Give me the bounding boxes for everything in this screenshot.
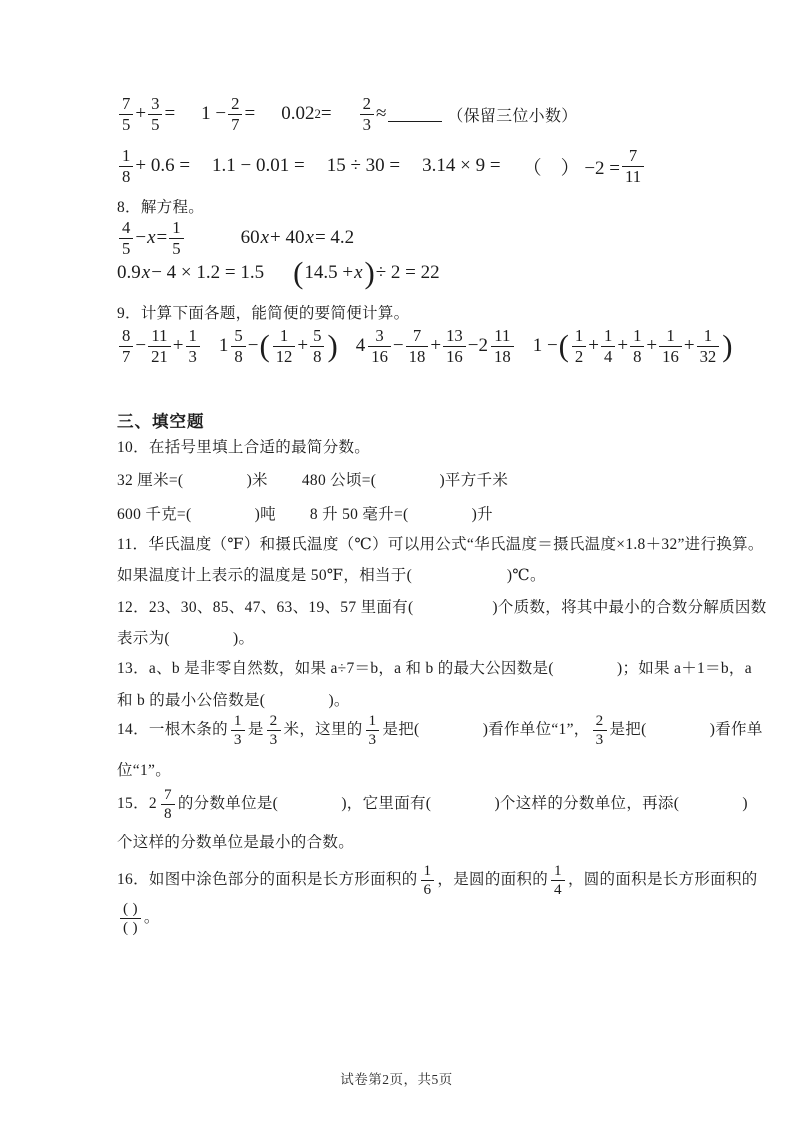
math-expression bbox=[117, 326, 202, 366]
math-text: − bbox=[135, 335, 147, 357]
calc-row-1 bbox=[117, 94, 577, 134]
equations-row-1 bbox=[117, 218, 354, 258]
fraction-numerator: ( ) bbox=[120, 900, 141, 919]
cjk-text: ，圆的面积是长方形面积的 bbox=[567, 871, 758, 889]
math-text: = bbox=[164, 103, 176, 125]
fraction-numerator: 2 bbox=[593, 712, 607, 731]
math-text: + bbox=[683, 335, 695, 357]
fraction-denominator: 3 bbox=[269, 730, 278, 748]
cjk-text: 是 bbox=[247, 721, 264, 739]
fraction-denominator: 11 bbox=[625, 166, 642, 186]
fraction bbox=[360, 94, 374, 134]
math-text: + bbox=[617, 335, 629, 357]
math-expression: 1 − ( $\frac{1}{2}$ + $\frac{1}{4}$ + $\frac{1}{8}$ + $\frac{1}{16}$ + $\frac{1}{32}$ ) bbox=[532, 326, 733, 366]
math-text: ≈ bbox=[375, 103, 387, 125]
fraction bbox=[148, 94, 162, 134]
math-expression bbox=[117, 94, 175, 134]
fraction-denominator: 18 bbox=[493, 346, 511, 366]
fraction-denominator: 5 bbox=[122, 238, 131, 258]
math-text: − 4 × 1.2 = 1.5 bbox=[151, 262, 265, 283]
cjk-text: 米，这里的 bbox=[283, 721, 363, 739]
fraction bbox=[366, 712, 380, 749]
fraction bbox=[148, 326, 171, 366]
fraction-denominator: 32 bbox=[699, 346, 717, 366]
problem-9-expressions bbox=[117, 326, 734, 366]
cjk-text: 14．一根木条的 bbox=[117, 721, 228, 739]
math-text: + 0.6 = bbox=[135, 155, 191, 177]
fill-blank-item: 32 厘米=( )米 bbox=[117, 472, 268, 489]
math-text: = bbox=[244, 103, 256, 125]
fraction-denominator: 6 bbox=[423, 880, 432, 898]
math-text: − bbox=[135, 227, 147, 249]
mixed-number bbox=[478, 326, 515, 366]
fraction-numerator: 1 bbox=[231, 712, 245, 731]
fraction bbox=[267, 712, 281, 749]
fraction-numerator: 2 bbox=[228, 94, 242, 115]
fraction bbox=[421, 862, 435, 899]
fraction-numerator: 2 bbox=[360, 94, 374, 115]
problem-14-line-1 bbox=[117, 712, 763, 749]
math-text: 60 bbox=[240, 227, 260, 249]
fraction-denominator: 7 bbox=[231, 114, 240, 134]
fraction bbox=[231, 326, 245, 366]
fraction bbox=[491, 326, 514, 366]
math-text: + bbox=[588, 335, 599, 357]
fraction-numerator: 7 bbox=[406, 326, 429, 347]
problem-16-line-2 bbox=[117, 900, 160, 937]
section-3-heading: 三、填空题 bbox=[117, 413, 205, 431]
cjk-text: 是把( )看作单 bbox=[609, 721, 763, 739]
fraction bbox=[551, 862, 565, 899]
fill-blank-item: 480 公顷=( )平方千米 bbox=[301, 472, 509, 489]
fraction-numerator: 8 bbox=[119, 326, 133, 347]
fraction-numerator: 1 bbox=[421, 862, 435, 881]
fraction-numerator: 5 bbox=[231, 326, 245, 347]
fill-blank-item: 600 千克=( )吨 bbox=[117, 506, 276, 523]
fraction bbox=[119, 94, 133, 134]
math-text: 0.9 bbox=[117, 262, 141, 283]
fraction-numerator: 4 bbox=[119, 218, 133, 239]
fraction bbox=[273, 326, 296, 366]
cjk-text: （保留三位小数） bbox=[447, 107, 578, 125]
problem-12-line-2: 表示为( )。 bbox=[117, 630, 255, 647]
whole-number: 4 bbox=[355, 335, 366, 357]
math-expression bbox=[117, 218, 186, 258]
math-text: （ ） −2 = bbox=[522, 157, 621, 179]
fraction bbox=[169, 218, 183, 258]
fraction-denominator: 5 bbox=[151, 114, 160, 134]
math-text: = 4.2 bbox=[314, 227, 355, 249]
fraction-denominator: 16 bbox=[371, 346, 388, 366]
math-variable: x bbox=[354, 262, 363, 283]
fraction bbox=[120, 900, 141, 937]
fraction-numerator: 1 bbox=[119, 146, 133, 167]
exam-content bbox=[117, 0, 767, 1122]
cjk-text: 15． bbox=[117, 795, 149, 813]
math-expression bbox=[523, 146, 647, 186]
fraction-numerator: 1 bbox=[697, 326, 720, 347]
whole-number: 2 bbox=[478, 335, 488, 357]
fraction-numerator: 7 bbox=[119, 94, 133, 115]
fraction-denominator: 3 bbox=[188, 346, 197, 366]
math-text: + bbox=[646, 335, 658, 357]
fill-blank-item: 8 升 50 毫升=( )升 bbox=[309, 506, 493, 523]
fraction-numerator: 1 bbox=[186, 326, 200, 347]
fraction-numerator: 1 bbox=[630, 326, 644, 347]
fraction-numerator: 1 bbox=[273, 326, 296, 347]
fraction-numerator: 2 bbox=[267, 712, 281, 731]
mixed-number bbox=[149, 786, 178, 823]
fraction-numerator: 1 bbox=[551, 862, 565, 881]
fraction-denominator: 5 bbox=[172, 238, 181, 258]
problem-13-line-1: 13．a、b 是非零自然数，如果 a÷7＝b，a 和 b 的最大公因数是( )；如果 a＋1＝b，a bbox=[117, 660, 752, 677]
math-text: 1 − bbox=[532, 335, 558, 357]
fraction-denominator: 3 bbox=[362, 114, 371, 134]
math-variable: x bbox=[260, 227, 270, 249]
fraction bbox=[630, 326, 644, 366]
mixed-number bbox=[356, 326, 393, 366]
math-text: 1 − bbox=[201, 103, 227, 125]
math-text: 15 ÷ 30 = bbox=[326, 155, 401, 177]
problem-9-label: 9．计算下面各题，能简便的要简便计算。 bbox=[117, 305, 410, 322]
fraction-denominator: 8 bbox=[122, 166, 131, 186]
fraction bbox=[601, 326, 615, 366]
fraction-denominator: 16 bbox=[446, 346, 463, 366]
fraction-numerator: 7 bbox=[622, 146, 644, 167]
math-text: − bbox=[247, 335, 259, 357]
fraction-denominator: 18 bbox=[408, 346, 426, 366]
equations-row-2 bbox=[117, 256, 440, 290]
problem-11-line-1: 11．华氏温度（℉）和摄氏温度（℃）可以用公式“华氏温度＝摄氏温度×1.8＋32”进行换算。 bbox=[117, 536, 764, 553]
problem-10-row-1 bbox=[117, 468, 508, 490]
fraction-denominator: 3 bbox=[368, 730, 377, 748]
math-expression bbox=[117, 262, 264, 284]
math-text: − bbox=[392, 335, 404, 357]
problem-12-line-1: 12．23、30、85、47、63、19、57 里面有( )个质数，将其中最小的合数分解质因数 bbox=[117, 599, 767, 616]
math-expression bbox=[327, 155, 400, 177]
math-expression bbox=[358, 94, 578, 134]
fraction bbox=[368, 326, 391, 366]
fraction-denominator: 8 bbox=[234, 346, 243, 366]
fraction-numerator: 3 bbox=[368, 326, 391, 347]
math-text: + 40 bbox=[270, 227, 305, 249]
math-expression bbox=[201, 94, 255, 134]
math-expression: 1 $\frac{5}{8}$ − ( $\frac{1}{12}$ + $\frac{5}{8}$ ) bbox=[218, 326, 338, 366]
math-text: 1.1 − 0.01 = bbox=[212, 155, 305, 177]
math-text: 3.14 × 9 = bbox=[422, 155, 501, 177]
fraction-denominator: 5 bbox=[122, 114, 131, 134]
page-footer: 试卷第2页，共5页 bbox=[340, 1072, 453, 1087]
fraction bbox=[659, 326, 682, 366]
math-variable: x bbox=[305, 227, 314, 249]
problem-8-label: 8．解方程。 bbox=[117, 199, 205, 216]
problem-10-row-2 bbox=[117, 502, 493, 524]
fraction-numerator: 11 bbox=[491, 326, 514, 347]
math-variable: x bbox=[147, 227, 156, 249]
fraction-numerator: 7 bbox=[161, 786, 175, 805]
calc-row-2 bbox=[117, 146, 646, 186]
fraction bbox=[186, 326, 200, 366]
fraction bbox=[406, 326, 429, 366]
fraction bbox=[119, 326, 133, 366]
cjk-text: 的分数单位是( )，它里面有( )个这样的分数单位，再添( ) bbox=[177, 795, 748, 813]
fraction bbox=[231, 712, 245, 749]
fraction-denominator: 16 bbox=[662, 346, 679, 366]
math-expression bbox=[241, 227, 355, 249]
fraction bbox=[593, 712, 607, 749]
fraction bbox=[443, 326, 466, 366]
math-text: + bbox=[430, 335, 442, 357]
fraction-denominator: 2 bbox=[574, 346, 584, 366]
fraction-numerator: 1 bbox=[601, 326, 615, 347]
problem-15-line-2: 个这样的分数单位是最小的合数。 bbox=[117, 834, 355, 851]
math-text: + bbox=[135, 103, 147, 125]
fraction bbox=[572, 326, 586, 366]
problem-14-line-2: 位“1”。 bbox=[117, 762, 172, 779]
math-text: 14.5 + bbox=[304, 262, 354, 283]
math-expression: 0.02 2 = bbox=[281, 103, 332, 125]
fraction-denominator: 21 bbox=[151, 346, 168, 366]
fraction-denominator: 8 bbox=[163, 804, 172, 822]
math-text: ÷ 2 = 22 bbox=[375, 262, 440, 283]
cjk-text: 16．如图中涂色部分的面积是长方形面积的 bbox=[117, 871, 418, 889]
math-text: = bbox=[156, 227, 168, 249]
fraction-numerator: 13 bbox=[443, 326, 466, 347]
fraction bbox=[228, 94, 242, 134]
math-expression bbox=[422, 155, 500, 177]
fraction bbox=[119, 218, 133, 258]
math-text: + bbox=[172, 335, 184, 357]
problem-11-line-2: 如果温度计上表示的温度是 50℉，相当于( )℃。 bbox=[117, 567, 546, 584]
fraction-denominator: 12 bbox=[275, 346, 293, 366]
math-text: + bbox=[297, 335, 309, 357]
fraction-denominator: 4 bbox=[603, 346, 613, 366]
fraction-denominator: 4 bbox=[554, 880, 562, 898]
cjk-text: 是把( )看作单位“1”， bbox=[382, 721, 590, 739]
cjk-text: 。 bbox=[143, 909, 160, 927]
fraction-denominator: 8 bbox=[313, 346, 322, 366]
fraction-numerator: 5 bbox=[310, 326, 324, 347]
fraction-numerator: 1 bbox=[169, 218, 183, 239]
fraction-denominator: 3 bbox=[233, 730, 242, 748]
fraction-numerator: 11 bbox=[148, 326, 171, 347]
fraction-denominator: 7 bbox=[122, 346, 131, 366]
fraction-numerator: 1 bbox=[659, 326, 682, 347]
fraction-numerator: 3 bbox=[148, 94, 162, 115]
answer-blank bbox=[388, 107, 442, 122]
math-text: = bbox=[320, 103, 332, 125]
cjk-text: ，是圆的面积的 bbox=[437, 871, 549, 889]
fraction-denominator: ( ) bbox=[123, 918, 138, 936]
math-expression bbox=[117, 146, 190, 186]
problem-13-line-2: 和 b 的最小公倍数是( )。 bbox=[117, 692, 350, 709]
math-expression: ( 14.5 + x ) ÷ 2 = 22 bbox=[293, 256, 440, 290]
math-text: − bbox=[467, 335, 479, 357]
mixed-number bbox=[219, 326, 248, 366]
fraction-denominator: 3 bbox=[595, 730, 604, 748]
fraction bbox=[310, 326, 324, 366]
fraction bbox=[119, 146, 133, 186]
problem-15-line-1 bbox=[117, 786, 748, 823]
problem-16-line-1 bbox=[117, 862, 758, 899]
whole-number: 2 bbox=[148, 795, 157, 813]
math-text: 0.02 bbox=[281, 103, 315, 125]
math-expression bbox=[356, 326, 516, 366]
fraction bbox=[697, 326, 720, 366]
fraction bbox=[161, 786, 175, 823]
fraction-numerator: 1 bbox=[572, 326, 586, 347]
fraction-denominator: 8 bbox=[633, 346, 642, 366]
problem-10-label: 10．在括号里填上合适的最简分数。 bbox=[117, 439, 371, 456]
whole-number: 1 bbox=[218, 335, 229, 357]
math-variable: x bbox=[141, 262, 151, 283]
fraction bbox=[622, 146, 644, 186]
fraction-numerator: 1 bbox=[366, 712, 380, 731]
math-expression bbox=[212, 155, 305, 177]
